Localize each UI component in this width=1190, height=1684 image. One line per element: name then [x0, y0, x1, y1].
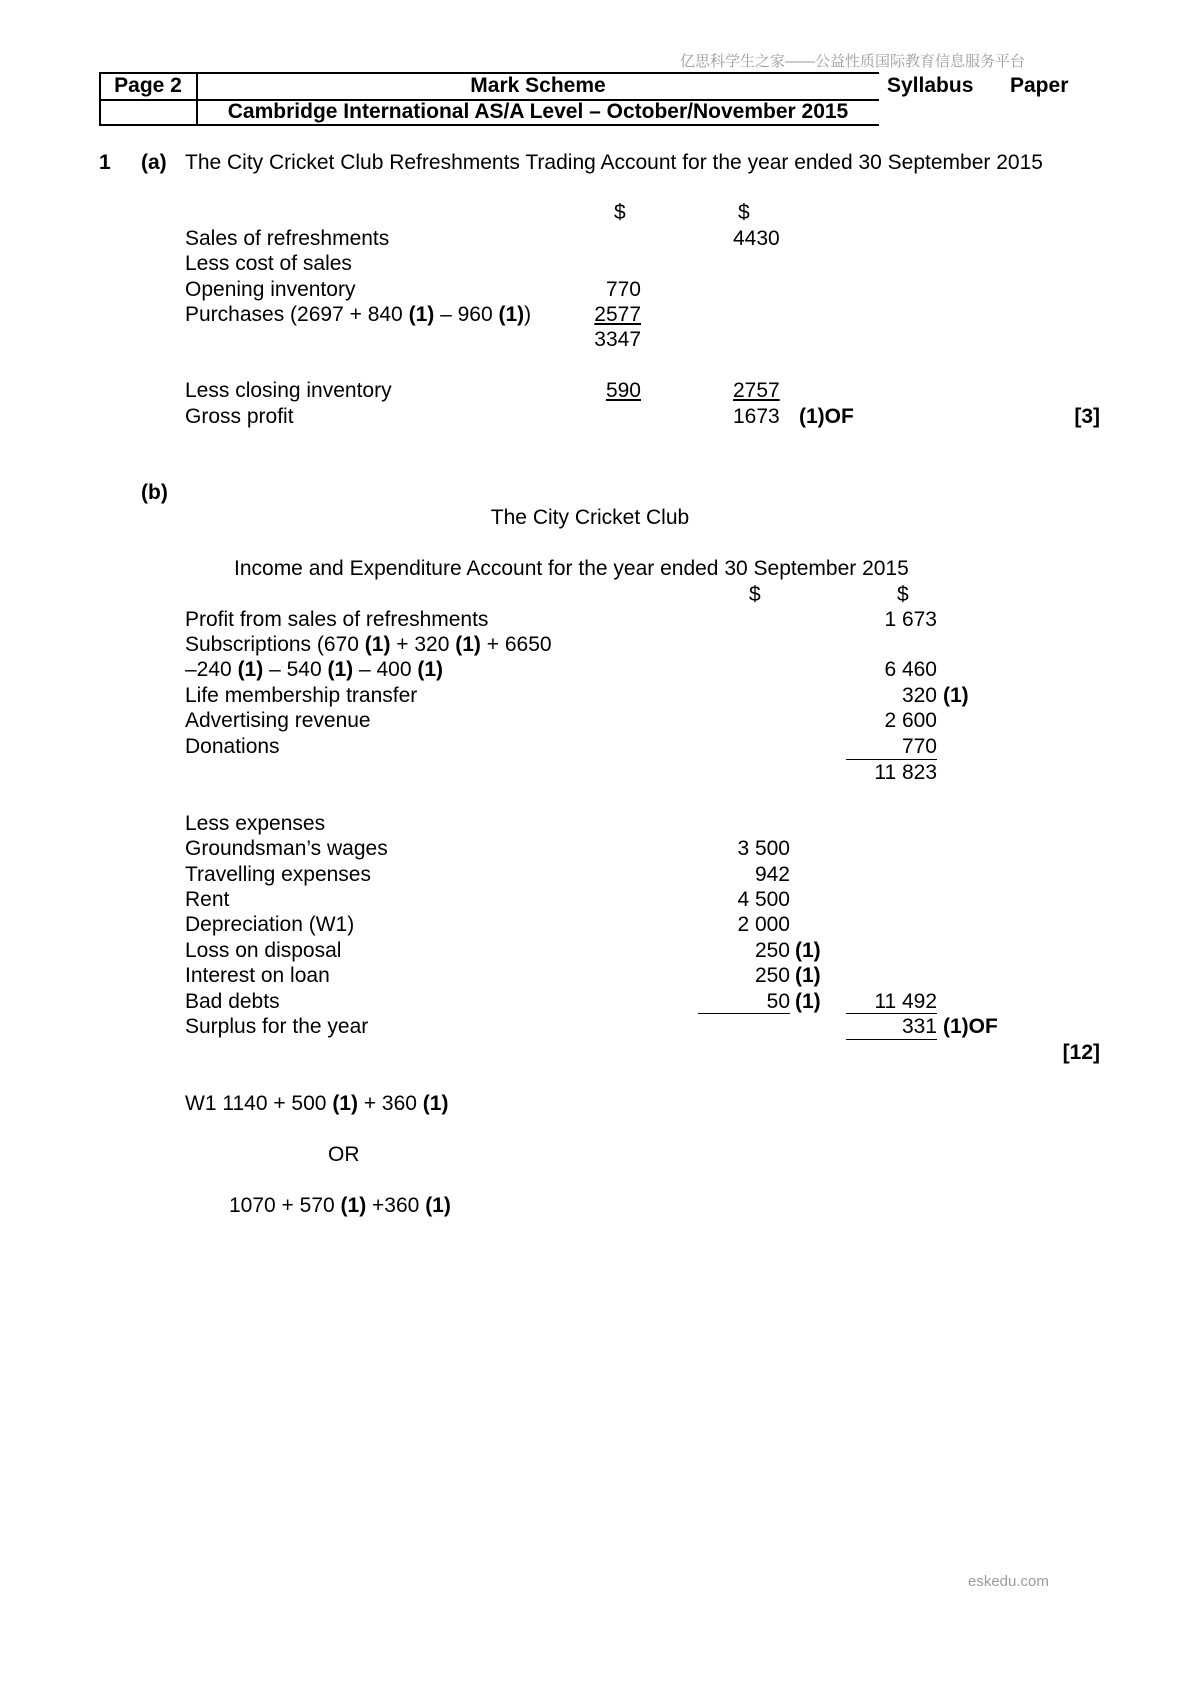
- working-w1: W1 1140 + 500 (1) + 360 (1): [185, 1092, 449, 1115]
- expense-value: 250: [754, 939, 790, 962]
- question-number: 1: [99, 151, 111, 174]
- part-a-title: The City Cricket Club Refreshments Trading Account for the year ended 30 September 2015: [185, 151, 1043, 174]
- gross-profit-value: 1673: [733, 405, 780, 428]
- profit-label: Profit from sales of refreshments: [185, 608, 489, 631]
- subtotal-value: 3347: [594, 328, 641, 351]
- less-cost-label: Less cost of sales: [185, 252, 352, 275]
- header-mark-scheme: Mark Scheme: [470, 74, 606, 97]
- surplus-label: Surplus for the year: [185, 1015, 369, 1038]
- header-page: Page 2: [114, 74, 182, 97]
- expense-value: 2 000: [737, 913, 790, 936]
- subs-value: 6 460: [884, 658, 937, 681]
- life-label: Life membership transfer: [185, 684, 418, 707]
- donations-label: Donations: [185, 735, 280, 758]
- surplus-mark: (1)OF: [943, 1015, 998, 1038]
- surplus-value: 331: [901, 1015, 937, 1038]
- donations-value: 770: [901, 735, 937, 758]
- adv-value: 2 600: [884, 709, 937, 732]
- part-a-col-head-2: $: [738, 201, 750, 224]
- less-expenses-label: Less expenses: [185, 812, 326, 835]
- expense-value: 4 500: [737, 888, 790, 911]
- life-mark: (1): [943, 684, 969, 707]
- part-b-col-head-2: $: [897, 583, 909, 606]
- expense-label: Interest on loan: [185, 964, 330, 987]
- opening-label: Opening inventory: [185, 278, 356, 301]
- surplus-rule: [846, 1039, 937, 1040]
- expense-mark: (1): [795, 964, 821, 987]
- expense-label: Travelling expenses: [185, 863, 371, 886]
- expense-value: 250: [754, 964, 790, 987]
- subs-line-2: –240 (1) – 540 (1) – 400 (1): [185, 658, 444, 681]
- watermark-bottom: eskedu.com: [968, 1573, 1049, 1590]
- expense-label: Loss on disposal: [185, 939, 342, 962]
- expense-value: 50: [766, 990, 790, 1013]
- working-alt: 1070 + 570 (1) +360 (1): [229, 1194, 451, 1217]
- expenses-total: 11 492: [874, 990, 937, 1013]
- or-text: OR: [328, 1143, 360, 1166]
- closing-value: 590: [605, 379, 641, 402]
- opening-value: 770: [605, 278, 641, 301]
- life-value: 320: [901, 684, 937, 707]
- profit-value: 1 673: [884, 608, 937, 631]
- part-a-label: (a): [141, 151, 167, 174]
- part-a-col-head-1: $: [614, 201, 626, 224]
- header-paper: Paper: [1010, 74, 1069, 97]
- income-total: 11 823: [874, 761, 937, 784]
- sales-value: 4430: [733, 227, 780, 250]
- purchases-label: Purchases (2697 + 840 (1) – 960 (1)): [185, 303, 532, 326]
- expense-label: Bad debts: [185, 990, 280, 1013]
- expenses-rule: [698, 1013, 790, 1014]
- part-a-total-marks: [3]: [1074, 405, 1100, 428]
- part-b-total-marks: [12]: [1062, 1041, 1100, 1064]
- header-subtitle: Cambridge International AS/A Level – October/November 2015: [227, 100, 849, 123]
- club-name: The City Cricket Club: [490, 506, 690, 529]
- sales-label: Sales of refreshments: [185, 227, 390, 250]
- watermark-top: 亿思科学生之家——公益性质国际教育信息服务平台: [680, 53, 1026, 70]
- gross-profit-mark: (1)OF: [799, 405, 854, 428]
- expense-label: Groundsman’s wages: [185, 837, 388, 860]
- expense-label: Depreciation (W1): [185, 913, 355, 936]
- subs-line-1: Subscriptions (670 (1) + 320 (1) + 6650: [185, 633, 552, 656]
- expense-value: 3 500: [737, 837, 790, 860]
- expense-mark: (1): [795, 939, 821, 962]
- cost-of-sales-value: 2757: [733, 379, 780, 402]
- ie-title: Income and Expenditure Account for the year ended 30 September 2015: [234, 557, 909, 580]
- purchases-value: 2577: [594, 303, 641, 326]
- closing-label: Less closing inventory: [185, 379, 392, 402]
- gross-profit-label: Gross profit: [185, 405, 294, 428]
- header-syllabus: Syllabus: [887, 74, 974, 97]
- expense-label: Rent: [185, 888, 230, 911]
- part-b-col-head-1: $: [749, 583, 761, 606]
- adv-label: Advertising revenue: [185, 709, 371, 732]
- expense-mark: (1): [795, 990, 821, 1013]
- part-b-label: (b): [141, 481, 168, 504]
- expense-value: 942: [754, 863, 790, 886]
